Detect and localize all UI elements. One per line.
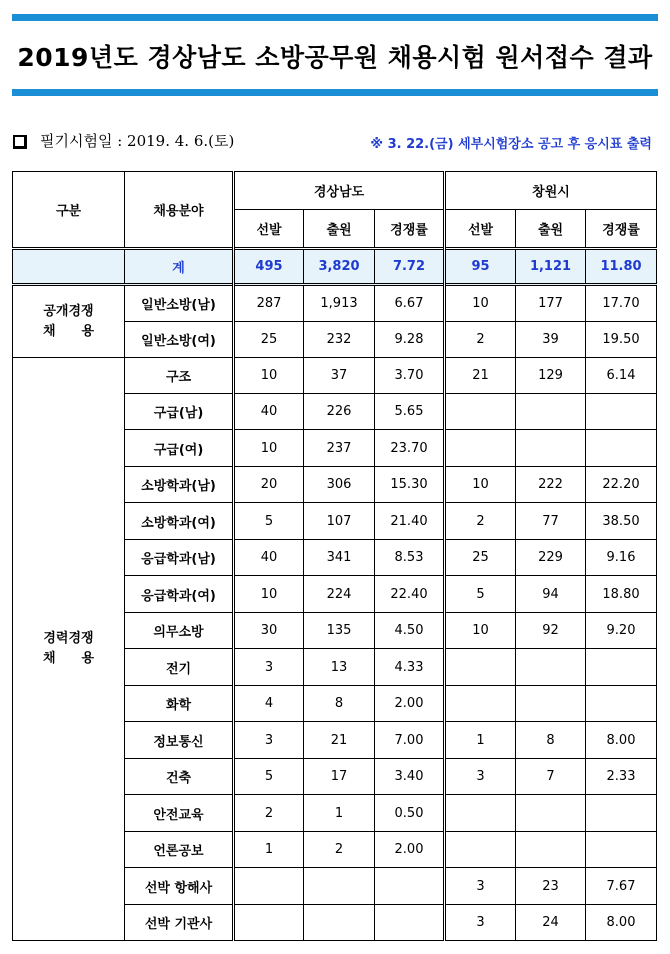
table-cell: 30 (234, 613, 304, 649)
table-cell: 2 (445, 503, 516, 540)
table-cell: 1,913 (304, 285, 375, 322)
table-cell (445, 394, 516, 430)
header-region-gyeongnam: 경상남도 (234, 172, 445, 210)
group-label-line: 채 용 (42, 651, 95, 666)
top-rule (12, 14, 658, 21)
group-label (13, 358, 125, 941)
subheader-applicants: 출원 (516, 210, 586, 249)
table-cell: 5 (445, 576, 516, 613)
field-name: 구조 (125, 358, 234, 394)
table-cell: 21 (445, 358, 516, 394)
table-cell: 224 (304, 576, 375, 613)
subheader-ratio: 경쟁률 (586, 210, 657, 249)
notice-text: ※ 3. 22.(금) 세부시험장소 공고 후 응시표 출력 (370, 137, 652, 152)
field-name: 언론공보 (125, 832, 234, 868)
table-cell (445, 686, 516, 722)
table-cell: 3 (445, 905, 516, 941)
table-cell: 10 (234, 358, 304, 394)
table-cell: 177 (516, 285, 586, 322)
table-cell: 22.20 (586, 467, 657, 503)
table-cell (445, 795, 516, 832)
table-cell: 7.67 (586, 868, 657, 905)
group-label (13, 285, 125, 358)
field-name: 선박 항해사 (125, 868, 234, 905)
table-cell: 2 (445, 322, 516, 358)
table-cell (445, 649, 516, 686)
table-cell (375, 868, 445, 905)
field-name: 안전교육 (125, 795, 234, 832)
table-cell: 25 (445, 540, 516, 576)
table-cell: 4 (234, 686, 304, 722)
table-cell: 3 (445, 759, 516, 795)
table-cell: 3.70 (375, 358, 445, 394)
table-cell: 8.00 (586, 905, 657, 941)
table-cell: 8.53 (375, 540, 445, 576)
table-cell: 4.50 (375, 613, 445, 649)
table-cell: 20 (234, 467, 304, 503)
table-cell: 7.72 (375, 249, 445, 285)
table-cell: 8.00 (586, 722, 657, 759)
table-cell: 19.50 (586, 322, 657, 358)
table-cell: 237 (304, 430, 375, 467)
subheader-ratio: 경쟁률 (375, 210, 445, 249)
table-cell: 18.80 (586, 576, 657, 613)
table-cell: 15.30 (375, 467, 445, 503)
table-cell: 39 (516, 322, 586, 358)
table-cell: 10 (445, 467, 516, 503)
table-cell: 92 (516, 613, 586, 649)
table-cell: 0.50 (375, 795, 445, 832)
table-cell: 38.50 (586, 503, 657, 540)
table-cell: 2.00 (375, 686, 445, 722)
table-cell: 129 (516, 358, 586, 394)
table-cell: 3,820 (304, 249, 375, 285)
table-cell: 21.40 (375, 503, 445, 540)
table-cell: 6.14 (586, 358, 657, 394)
table-cell: 25 (234, 322, 304, 358)
table-cell: 5.65 (375, 394, 445, 430)
table-cell (586, 649, 657, 686)
exam-date: 필기시험일 : 2019. 4. 6.(토) (40, 132, 235, 150)
field-name: 일반소방(남) (125, 285, 234, 322)
table-cell: 95 (445, 249, 516, 285)
table-cell: 2 (304, 832, 375, 868)
header-field: 채용분야 (125, 172, 234, 249)
table-cell: 17 (304, 759, 375, 795)
table-cell: 7.00 (375, 722, 445, 759)
table-cell: 9.20 (586, 613, 657, 649)
table-cell: 77 (516, 503, 586, 540)
table-cell: 7 (516, 759, 586, 795)
group-label-line: 채 용 (42, 323, 95, 339)
table-cell: 1 (445, 722, 516, 759)
field-name: 선박 기관사 (125, 905, 234, 941)
field-name: 응급학과(여) (125, 576, 234, 613)
table-cell: 40 (234, 540, 304, 576)
table-cell (586, 686, 657, 722)
table-cell (234, 868, 304, 905)
table-row (13, 285, 657, 322)
table-cell: 94 (516, 576, 586, 613)
table-cell (516, 394, 586, 430)
table-cell: 2.33 (586, 759, 657, 795)
table-cell: 9.16 (586, 540, 657, 576)
table-cell: 40 (234, 394, 304, 430)
total-blank (13, 249, 125, 285)
results-table (12, 171, 657, 941)
table-cell (516, 686, 586, 722)
table-cell (516, 832, 586, 868)
table-cell: 13 (304, 649, 375, 686)
table-cell (445, 430, 516, 467)
field-name: 응급학과(남) (125, 540, 234, 576)
table-cell: 1,121 (516, 249, 586, 285)
table-cell: 23 (516, 868, 586, 905)
checkbox-icon (13, 135, 27, 149)
table-cell (445, 832, 516, 868)
header-category: 구분 (13, 172, 125, 249)
table-cell (516, 649, 586, 686)
table-cell: 3 (445, 868, 516, 905)
table-cell: 9.28 (375, 322, 445, 358)
table-cell: 5 (234, 759, 304, 795)
field-name: 의무소방 (125, 613, 234, 649)
table-cell (516, 430, 586, 467)
header-region-changwon: 창원시 (445, 172, 657, 210)
table-cell: 10 (445, 285, 516, 322)
subheader-applicants: 출원 (304, 210, 375, 249)
total-row (13, 249, 657, 285)
field-name: 구급(남) (125, 394, 234, 430)
table-cell (586, 430, 657, 467)
table-cell: 1 (304, 795, 375, 832)
table-cell: 5 (234, 503, 304, 540)
field-name: 소방학과(남) (125, 467, 234, 503)
field-name: 구급(여) (125, 430, 234, 467)
table-cell: 23.70 (375, 430, 445, 467)
subheader-selected: 선발 (234, 210, 304, 249)
table-cell: 341 (304, 540, 375, 576)
table-cell: 4.33 (375, 649, 445, 686)
table-cell (586, 832, 657, 868)
table-cell: 10 (445, 613, 516, 649)
table-cell: 3 (234, 649, 304, 686)
table-cell: 10 (234, 576, 304, 613)
group-label-line: 경력경쟁 (43, 631, 94, 646)
table-cell: 8 (516, 722, 586, 759)
field-name: 건축 (125, 759, 234, 795)
group-label-line: 공개경쟁 (43, 303, 94, 319)
table-cell: 232 (304, 322, 375, 358)
table-cell: 226 (304, 394, 375, 430)
table-cell (304, 868, 375, 905)
table-cell: 11.80 (586, 249, 657, 285)
table-cell (304, 905, 375, 941)
field-name: 전기 (125, 649, 234, 686)
table-cell: 2.00 (375, 832, 445, 868)
field-name: 소방학과(여) (125, 503, 234, 540)
total-label: 계 (125, 249, 234, 285)
table-cell: 8 (304, 686, 375, 722)
subheader-selected: 선발 (445, 210, 516, 249)
field-name: 정보통신 (125, 722, 234, 759)
table-cell: 229 (516, 540, 586, 576)
table-cell: 287 (234, 285, 304, 322)
bottom-rule (12, 89, 658, 96)
field-name: 일반소방(여) (125, 322, 234, 358)
table-cell (586, 795, 657, 832)
table-cell: 306 (304, 467, 375, 503)
table-cell (516, 795, 586, 832)
table-cell: 3 (234, 722, 304, 759)
table-cell: 6.67 (375, 285, 445, 322)
table-cell: 21 (304, 722, 375, 759)
table-cell (375, 905, 445, 941)
table-cell: 2 (234, 795, 304, 832)
table-cell (234, 905, 304, 941)
table-cell: 135 (304, 613, 375, 649)
table-cell: 107 (304, 503, 375, 540)
table-cell: 24 (516, 905, 586, 941)
table-row (13, 358, 657, 394)
table-cell (586, 394, 657, 430)
page-title: 2019년도 경상남도 소방공무원 채용시험 원서접수 결과 (17, 43, 653, 72)
table-cell: 495 (234, 249, 304, 285)
field-name: 화학 (125, 686, 234, 722)
table-cell: 3.40 (375, 759, 445, 795)
table-cell: 10 (234, 430, 304, 467)
table-cell: 17.70 (586, 285, 657, 322)
table-cell: 1 (234, 832, 304, 868)
table-cell: 22.40 (375, 576, 445, 613)
table-cell: 37 (304, 358, 375, 394)
table-cell: 222 (516, 467, 586, 503)
